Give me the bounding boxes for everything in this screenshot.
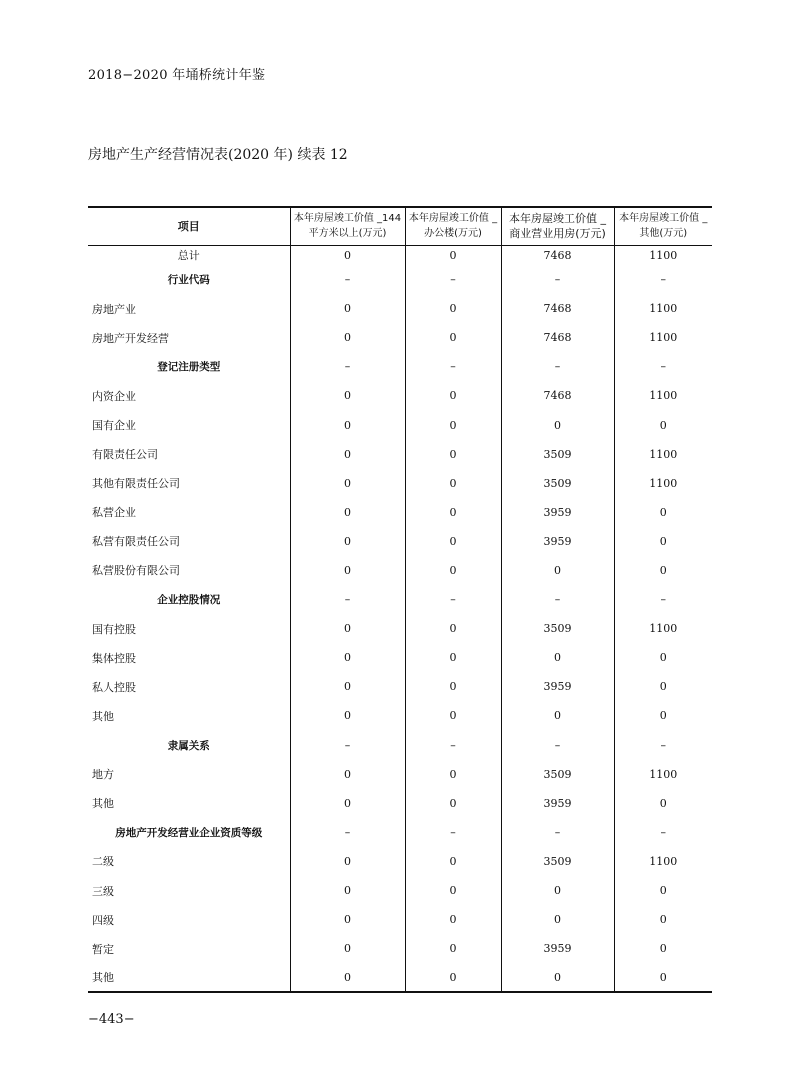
- table-row: [88, 556, 712, 585]
- cell-value: –: [614, 818, 712, 847]
- table-row: [88, 498, 712, 527]
- cell-value: 0: [501, 701, 614, 730]
- cell-value: –: [614, 265, 712, 294]
- cell-value: 0: [290, 469, 405, 498]
- cell-value: 3959: [501, 498, 614, 527]
- cell-value: 3959: [501, 789, 614, 818]
- cell-value: 0: [614, 876, 712, 905]
- cell-value: 0: [290, 934, 405, 963]
- table-row: [88, 934, 712, 963]
- row-label: 集体控股: [92, 651, 136, 665]
- cell-value: –: [405, 818, 501, 847]
- section-label: 行业代码: [167, 274, 210, 287]
- cell-value: 0: [405, 469, 501, 498]
- cell-value: 1100: [614, 614, 712, 643]
- cell-value: 0: [405, 963, 501, 992]
- table-row: [88, 701, 712, 730]
- row-label: 房地产开发经营: [92, 331, 169, 345]
- cell-value: 0: [290, 294, 405, 323]
- section-label: 企业控股情况: [157, 594, 221, 607]
- column-header-144sqm: 本年房屋竣工价值 _144 平方米以上(万元): [290, 207, 405, 245]
- cell-value: 0: [290, 440, 405, 469]
- cell-value: 1100: [614, 469, 712, 498]
- table-row: [88, 876, 712, 905]
- cell-value: –: [501, 585, 614, 614]
- cell-value: 0: [614, 643, 712, 672]
- cell-value: 0: [614, 701, 712, 730]
- cell-value: –: [290, 265, 405, 294]
- cell-value: 0: [405, 245, 501, 265]
- cell-value: –: [405, 585, 501, 614]
- cell-value: 1100: [614, 245, 712, 265]
- row-label: 其他: [92, 709, 114, 723]
- table-row: [88, 527, 712, 556]
- cell-value: 1100: [614, 294, 712, 323]
- cell-value: 0: [290, 245, 405, 265]
- cell-value: 3959: [501, 672, 614, 701]
- cell-value: 3509: [501, 469, 614, 498]
- row-label: 私营有限责任公司: [92, 535, 180, 549]
- row-label: 国有控股: [92, 622, 136, 636]
- cell-value: 0: [405, 643, 501, 672]
- cell-value: 0: [290, 672, 405, 701]
- cell-value: 0: [501, 963, 614, 992]
- table-header-row: [88, 207, 712, 245]
- cell-value: –: [614, 585, 712, 614]
- section-row: [88, 818, 712, 847]
- table-row: [88, 847, 712, 876]
- section-row: [88, 585, 712, 614]
- column-header-commercial: 本年房屋竣工价值 _ 商业营业用房(万元): [501, 207, 614, 245]
- cell-value: 3959: [501, 934, 614, 963]
- cell-value: –: [405, 352, 501, 381]
- cell-value: 0: [614, 963, 712, 992]
- row-label: 内资企业: [92, 389, 136, 403]
- cell-value: 0: [405, 498, 501, 527]
- cell-value: 0: [405, 672, 501, 701]
- cell-value: 3509: [501, 440, 614, 469]
- cell-value: 0: [405, 556, 501, 585]
- cell-value: 0: [614, 905, 712, 934]
- row-label: 国有企业: [92, 419, 136, 433]
- cell-value: 3509: [501, 847, 614, 876]
- cell-value: 0: [614, 556, 712, 585]
- table-row: [88, 245, 712, 265]
- row-label: 其他有限责任公司: [92, 477, 180, 491]
- cell-value: 0: [614, 789, 712, 818]
- table-row: [88, 410, 712, 439]
- section-row: [88, 731, 712, 760]
- cell-value: 0: [405, 440, 501, 469]
- cell-value: 3509: [501, 760, 614, 789]
- row-label: 其他: [92, 971, 114, 985]
- section-row: [88, 265, 712, 294]
- table-row: [88, 381, 712, 410]
- row-label: 其他: [92, 797, 114, 811]
- column-header-item: 项目: [177, 219, 200, 233]
- cell-value: 0: [290, 498, 405, 527]
- row-label: 地方: [92, 768, 114, 782]
- cell-value: 0: [290, 323, 405, 352]
- cell-value: 1100: [614, 847, 712, 876]
- row-label: 总计: [177, 249, 200, 263]
- table-row: [88, 469, 712, 498]
- cell-value: 0: [501, 556, 614, 585]
- cell-value: 0: [290, 381, 405, 410]
- table-row: [88, 760, 712, 789]
- running-header: 2018−2020 年埇桥统计年鉴: [88, 68, 266, 83]
- cell-value: 0: [405, 527, 501, 556]
- column-header-other: 本年房屋竣工价值 _ 其他(万元): [614, 207, 712, 245]
- cell-value: 0: [405, 701, 501, 730]
- page-number: −443−: [88, 1012, 135, 1027]
- cell-value: –: [501, 818, 614, 847]
- cell-value: 1100: [614, 323, 712, 352]
- row-label: 私营股份有限公司: [92, 564, 180, 578]
- cell-value: 0: [290, 876, 405, 905]
- cell-value: –: [290, 731, 405, 760]
- cell-value: 0: [405, 789, 501, 818]
- cell-value: 0: [290, 643, 405, 672]
- cell-value: 1100: [614, 381, 712, 410]
- cell-value: 0: [290, 789, 405, 818]
- row-label: 二级: [92, 855, 114, 869]
- cell-value: 0: [614, 410, 712, 439]
- cell-value: –: [501, 265, 614, 294]
- table-row: [88, 672, 712, 701]
- cell-value: 7468: [501, 323, 614, 352]
- row-label: 私营企业: [92, 506, 136, 520]
- table-title: 房地产生产经营情况表(2020 年) 续表 12: [88, 147, 348, 163]
- cell-value: 7468: [501, 294, 614, 323]
- cell-value: 0: [614, 672, 712, 701]
- cell-value: 0: [501, 643, 614, 672]
- cell-value: –: [405, 731, 501, 760]
- column-header-office: 本年房屋竣工价值 _ 办公楼(万元): [405, 207, 501, 245]
- section-label: 房地产开发经营业企业资质等级: [115, 826, 263, 839]
- cell-value: 0: [290, 614, 405, 643]
- cell-value: 0: [405, 410, 501, 439]
- row-label: 有限责任公司: [92, 448, 158, 462]
- cell-value: 0: [405, 934, 501, 963]
- cell-value: 0: [405, 905, 501, 934]
- row-label: 三级: [92, 884, 114, 898]
- cell-value: 0: [501, 876, 614, 905]
- table-row: [88, 905, 712, 934]
- cell-value: 0: [614, 527, 712, 556]
- cell-value: 7468: [501, 381, 614, 410]
- cell-value: 0: [405, 323, 501, 352]
- cell-value: 0: [290, 527, 405, 556]
- cell-value: 3509: [501, 614, 614, 643]
- cell-value: –: [290, 818, 405, 847]
- cell-value: –: [614, 731, 712, 760]
- cell-value: 0: [405, 614, 501, 643]
- cell-value: 0: [405, 381, 501, 410]
- cell-value: 1100: [614, 760, 712, 789]
- cell-value: 0: [290, 410, 405, 439]
- cell-value: 0: [614, 498, 712, 527]
- cell-value: 0: [290, 847, 405, 876]
- cell-value: 0: [290, 905, 405, 934]
- cell-value: –: [614, 352, 712, 381]
- cell-value: 0: [405, 760, 501, 789]
- cell-value: –: [501, 731, 614, 760]
- table-row: [88, 294, 712, 323]
- cell-value: 0: [290, 701, 405, 730]
- table-row: [88, 614, 712, 643]
- row-label: 房地产业: [92, 302, 136, 316]
- section-row: [88, 352, 712, 381]
- cell-value: 0: [405, 847, 501, 876]
- table-row: [88, 323, 712, 352]
- cell-value: 7468: [501, 245, 614, 265]
- table-row: [88, 963, 712, 992]
- section-label: 隶属关系: [167, 739, 210, 752]
- cell-value: 1100: [614, 440, 712, 469]
- cell-value: 3959: [501, 527, 614, 556]
- statistics-table-container: [88, 206, 712, 993]
- cell-value: 0: [290, 963, 405, 992]
- row-label: 私人控股: [92, 680, 136, 694]
- table-row: [88, 643, 712, 672]
- cell-value: –: [290, 585, 405, 614]
- section-label: 登记注册类型: [157, 361, 221, 374]
- table-row: [88, 440, 712, 469]
- cell-value: 0: [501, 410, 614, 439]
- cell-value: 0: [501, 905, 614, 934]
- cell-value: 0: [405, 294, 501, 323]
- cell-value: –: [405, 265, 501, 294]
- cell-value: –: [501, 352, 614, 381]
- cell-value: 0: [405, 876, 501, 905]
- row-label: 四级: [92, 913, 114, 927]
- cell-value: 0: [290, 556, 405, 585]
- statistics-table: [88, 206, 712, 993]
- cell-value: 0: [290, 760, 405, 789]
- row-label: 暂定: [92, 942, 114, 956]
- cell-value: 0: [614, 934, 712, 963]
- cell-value: –: [290, 352, 405, 381]
- table-row: [88, 789, 712, 818]
